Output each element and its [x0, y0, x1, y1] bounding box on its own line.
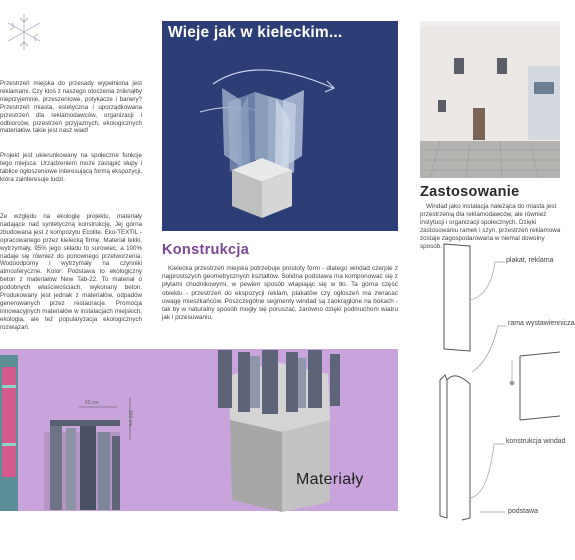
base-label: podstawa: [508, 508, 538, 515]
width-dimension-label: 50 cm: [85, 400, 99, 406]
materials-paragraph: Ze względu na ekologię projektu, materiały nadające nad syntetyczną konstrukcję. Jej górna zbudowana jest z kompozytu Ecolite. Eko-TEXTIL - opracowanego przez kielecką firmę. Materiał lekki, wytrzymały, 95% jego składu to surowiec, a 100% nadaje się również do ponownego przetworzenia. Wodoodporny i wytrzymały na czynniki atmosferyczne. Kolor: Podstawa to ekologiczny beton z materiałów New Tab-22. To materiał o podobnych właściwościach, wykonany beton. Produkowany jest jednak z materiałów, odpadów generowanych przez restauracje. Promocja innowacyjnych materiałów w instalacjach miejskich, ekologia, ale też popularyzacja ekologicznych rozwiązań.: [0, 213, 142, 331]
column-render-illustration: [200, 70, 334, 218]
function-paragraph: Projekt jest ukierunkowany na społeczne funkcje tego miejsca. Urządzeniem może zastąpić słupy i tablice ogłoszeniowe interesującą formą ekspozycji, która zainteresuje ludzi.: [0, 152, 142, 183]
exploded-diagram: [440, 244, 560, 520]
intro-paragraph: Przestrzeń miejska do przesady wypełniona jest reklamami. Czy ktoś z naszego otoczenia zniknąłby nieprzyjemnie, przeszeniowe, potykacze i banery? Przestrzeń miasta, estetyczna i uporządkowana przestrzeń dla reklamodawców, organizacji i odbiorców, przestrzeń przyjaznych, ekologicznych materiałów, takie jest nasz wiad!: [0, 80, 142, 135]
poster-sheet: [444, 244, 470, 351]
headline-title: Wieje jak w kieleckim...: [168, 24, 343, 41]
materials-column-render: [44, 398, 130, 510]
frame-rail: [440, 375, 470, 520]
materialy-heading: Materiały: [296, 471, 364, 488]
construction-label: konstrukcja windad: [506, 438, 566, 445]
building-photo: [420, 21, 560, 178]
konstrukcja-heading: Konstrukcja: [162, 242, 250, 258]
construction-piece: [520, 352, 560, 420]
height-dimension-label: 150 cm: [127, 410, 133, 427]
poster-label: plakat, reklama: [506, 257, 554, 264]
zastosowanie-heading: Zastosowanie: [420, 184, 520, 200]
zastosowanie-paragraph: Windad jako instalacja należąca do miasta jest przestrzenią dla reklamodawców, ale również instytucji i organizacji społecznych. Dzięki zastosowaniu ramek i szyn, przestrzeń reklamowa zostaje zagospodarowana w niemal dowolny sposób.: [420, 203, 561, 250]
frame-label: rama wystawiennicza: [508, 320, 575, 327]
konstrukcja-paragraph: Kielecka przestrzeń miejska potrzebuje prostoty form - dlatego windad czerpie z najprostszych geometrycznych kształtów. Solidna podstawa ma komponować się z płytami chodnikowymi, w pewien sposób wtapiając się w tło. Ta górna część obiektu - przestrzeń do ekspozycji reklam, plakatów czy ogłoszeń ma zwracać uwagę mieszkańców. Poszczególne segmenty windad są zaokrąglone na bokach - tak by w naturalny sposób mogły się poruszać, zarówno dzięki podmuchom wiatru jak i przesuwaniu.: [162, 265, 398, 322]
